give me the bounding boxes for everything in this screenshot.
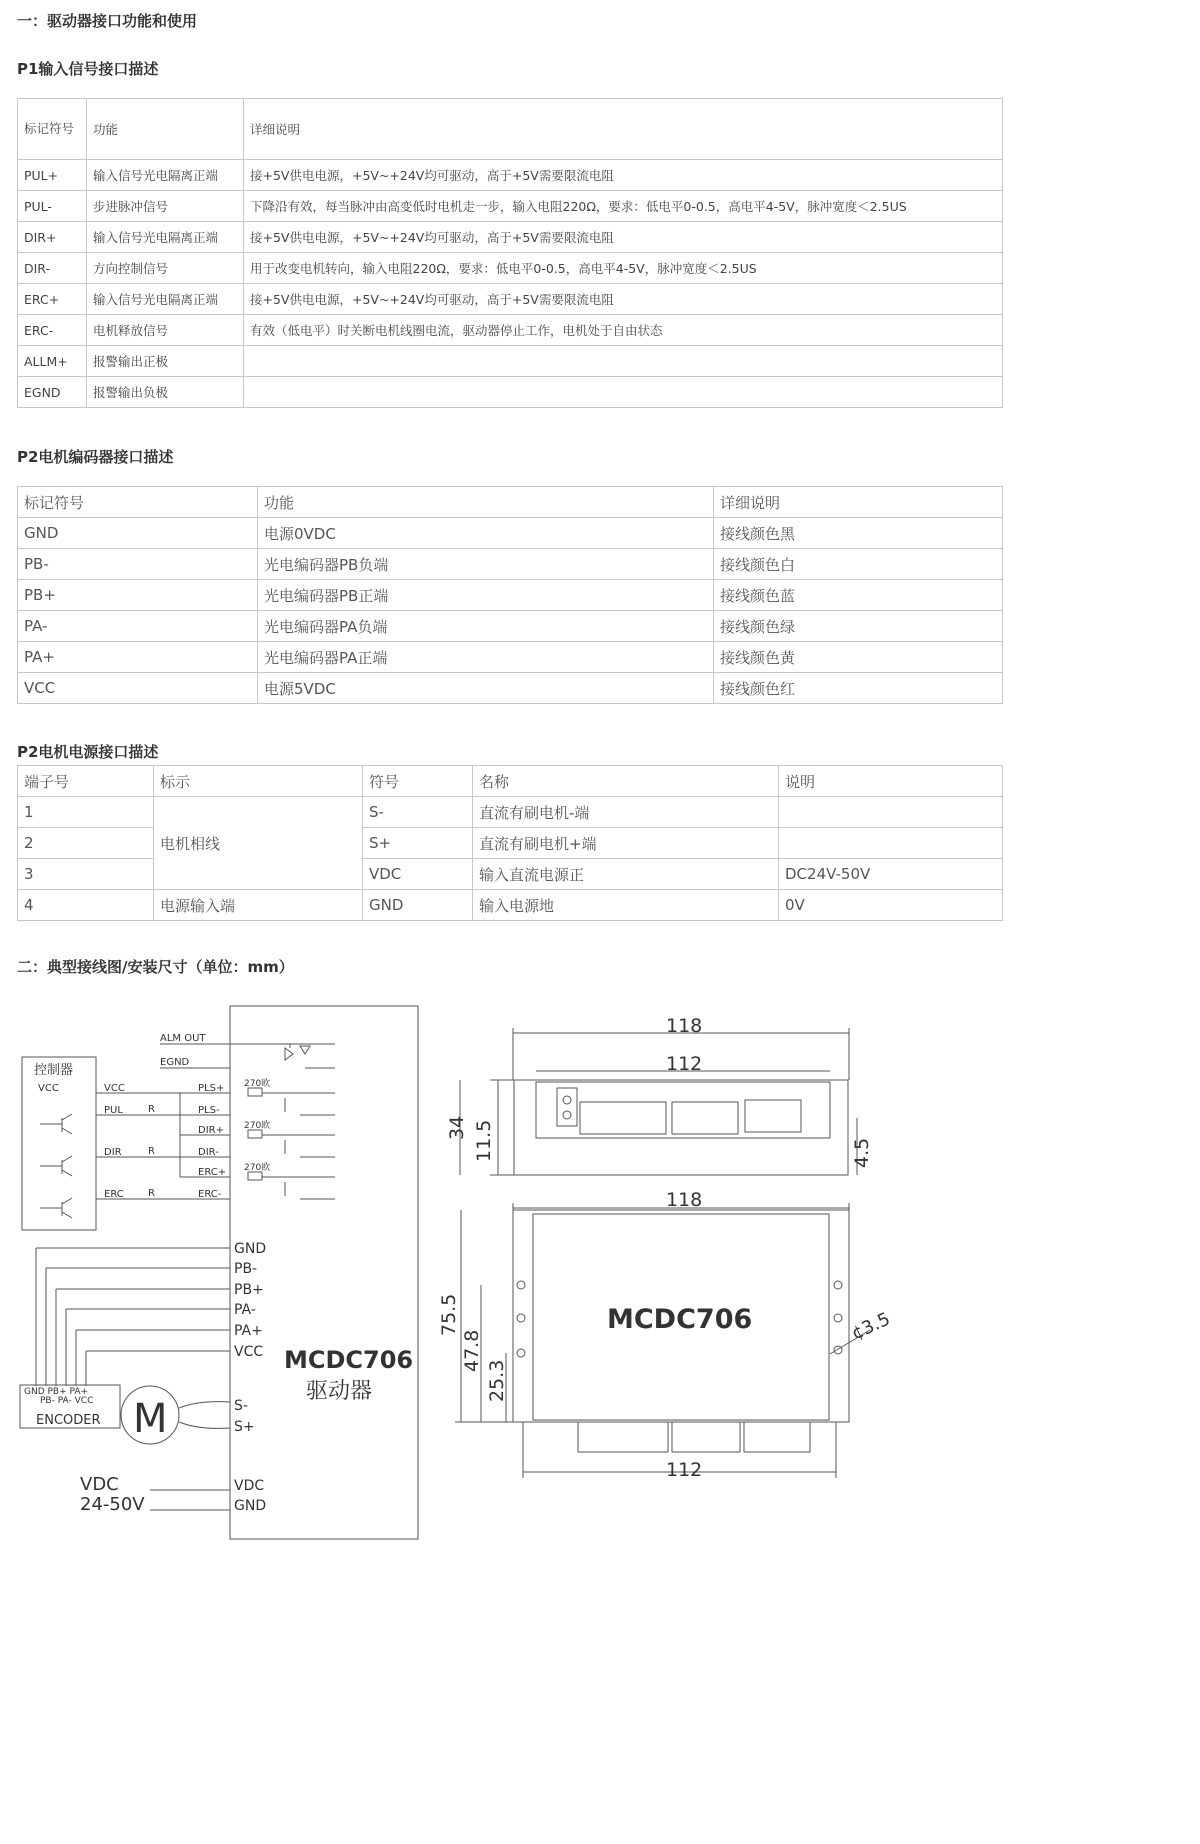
table-cell: DIR+ — [18, 222, 87, 253]
table-cell: PB- — [18, 549, 258, 580]
table-cell: GND — [18, 518, 258, 549]
table-row — [18, 518, 1003, 549]
table-cell — [244, 346, 1003, 377]
table-cell: PA+ — [18, 642, 258, 673]
table-cell: 4 — [18, 890, 154, 921]
header-cell: 详细说明 — [714, 487, 1003, 518]
table-cell: 光电编码器PA负端 — [258, 611, 714, 642]
erc-minus-label: ERC- — [198, 1189, 222, 1200]
section1-title: 一：驱动器接口功能和使用 — [17, 12, 198, 30]
table-cell: 接+5V供电电源，+5V~+24V均可驱动，高于+5V需要限流电阻 — [244, 284, 1003, 315]
resistor-value: 270欧 — [244, 1163, 271, 1173]
p2-power-title: P2电机电源接口描述 — [17, 743, 159, 761]
table-cell: PA- — [18, 611, 258, 642]
resistor-value: 270欧 — [244, 1121, 271, 1131]
dim-47-8: 47.8 — [461, 1329, 483, 1372]
table-cell: 光电编码器PB负端 — [258, 549, 714, 580]
table-row — [18, 890, 1003, 921]
pin-s-plus: S+ — [234, 1419, 255, 1435]
table-cell: 电源0VDC — [258, 518, 714, 549]
table-cell: S- — [363, 797, 473, 828]
table-row — [18, 315, 1003, 346]
p1-table — [17, 98, 1003, 408]
table-header-row — [18, 487, 1003, 518]
pin-vcc: VCC — [234, 1344, 264, 1360]
table-cell — [779, 797, 1003, 828]
p1-title: P1输入信号接口描述 — [17, 60, 159, 78]
table-cell: VDC — [363, 859, 473, 890]
header-cell: 标记符号 — [18, 99, 87, 160]
table-cell: ALLM+ — [18, 346, 87, 377]
dim-11-5: 11.5 — [473, 1119, 495, 1162]
table-cell: 2 — [18, 828, 154, 859]
dim-118-top: 118 — [666, 1015, 703, 1037]
vdc-label: VDC — [80, 1474, 119, 1495]
dim-75-5: 75.5 — [438, 1293, 460, 1336]
table-cell: 直流有刷电机-端 — [473, 797, 779, 828]
table-row — [18, 284, 1003, 315]
table-cell: S+ — [363, 828, 473, 859]
vcc-label: VCC — [38, 1083, 59, 1094]
p2-encoder-table — [17, 486, 1003, 704]
table-cell: 有效（低电平）时关断电机线圈电流，驱动器停止工作，电机处于自由状态 — [244, 315, 1003, 346]
wiring-diagram — [0, 995, 430, 1555]
dim-25-3: 25.3 — [486, 1359, 508, 1402]
pin-power-gnd: GND — [234, 1498, 267, 1514]
table-row — [18, 253, 1003, 284]
resistor-label: R — [148, 1146, 155, 1157]
dir-minus-label: DIR- — [198, 1147, 219, 1158]
alm-out-label: ALM OUT — [160, 1033, 206, 1044]
resistor-label: R — [148, 1104, 155, 1115]
table-row — [18, 673, 1003, 704]
table-cell: 接线颜色红 — [714, 673, 1003, 704]
table-header-row — [18, 766, 1003, 797]
table-cell: 接线颜色黄 — [714, 642, 1003, 673]
pin-gnd: GND — [234, 1241, 267, 1257]
pls-plus-label: PLS+ — [198, 1083, 225, 1094]
table-cell: 接线颜色黑 — [714, 518, 1003, 549]
dim-hole: ¢3.5 — [848, 1308, 894, 1345]
table-cell: 输入电源地 — [473, 890, 779, 921]
table-cell: 1 — [18, 797, 154, 828]
table-cell: ERC+ — [18, 284, 87, 315]
erc-label: ERC — [104, 1189, 124, 1200]
header-cell: 功能 — [258, 487, 714, 518]
controller-label: 控制器 — [34, 1063, 74, 1078]
table-cell: 电机相线 — [154, 797, 363, 890]
table-cell: 光电编码器PA正端 — [258, 642, 714, 673]
table-cell: EGND — [18, 377, 87, 408]
vcc2-label: VCC — [104, 1083, 125, 1094]
header-cell: 详细说明 — [244, 99, 1003, 160]
dim-4-5: 4.5 — [851, 1137, 873, 1168]
resistor-value: 270欧 — [244, 1079, 271, 1089]
table-cell: 报警输出正极 — [87, 346, 244, 377]
table-cell: PUL+ — [18, 160, 87, 191]
pul-label: PUL — [104, 1105, 123, 1116]
vdc-range-label: 24-50V — [80, 1494, 145, 1515]
motor-symbol: M — [133, 1396, 168, 1442]
header-cell: 功能 — [87, 99, 244, 160]
header-cell: 名称 — [473, 766, 779, 797]
table-cell: 接+5V供电电源，+5V~+24V均可驱动，高于+5V需要限流电阻 — [244, 222, 1003, 253]
table-cell: DC24V-50V — [779, 859, 1003, 890]
table-cell: 接+5V供电电源，+5V~+24V均可驱动，高于+5V需要限流电阻 — [244, 160, 1003, 191]
table-row — [18, 549, 1003, 580]
table-cell: 直流有刷电机+端 — [473, 828, 779, 859]
table-cell: 用于改变电机转向，输入电阻220Ω，要求：低电平0-0.5，高电平4-5V，脉冲宽度＜2.5US — [244, 253, 1003, 284]
table-cell: 电机释放信号 — [87, 315, 244, 346]
table-cell: 3 — [18, 859, 154, 890]
table-cell: 输入信号光电隔离正端 — [87, 284, 244, 315]
table-header-row — [18, 99, 1003, 160]
table-cell: 报警输出负极 — [87, 377, 244, 408]
table-cell: 接线颜色绿 — [714, 611, 1003, 642]
dir-label: DIR — [104, 1147, 122, 1158]
header-cell: 标示 — [154, 766, 363, 797]
table-cell: 电源5VDC — [258, 673, 714, 704]
table-cell: 输入信号光电隔离正端 — [87, 160, 244, 191]
pin-pb-plus: PB+ — [234, 1282, 264, 1298]
table-row — [18, 222, 1003, 253]
p2-power-table — [17, 765, 1003, 921]
table-cell: PB+ — [18, 580, 258, 611]
header-cell: 端子号 — [18, 766, 154, 797]
table-row — [18, 580, 1003, 611]
dim-118-front: 118 — [666, 1189, 703, 1211]
table-cell — [779, 828, 1003, 859]
erc-plus-label: ERC+ — [198, 1167, 227, 1178]
dimension-drawing — [430, 995, 1024, 1555]
table-row — [18, 611, 1003, 642]
table-row — [18, 346, 1003, 377]
table-cell: 方向控制信号 — [87, 253, 244, 284]
table-row — [18, 160, 1003, 191]
table-cell: 接线颜色白 — [714, 549, 1003, 580]
table-cell: 接线颜色蓝 — [714, 580, 1003, 611]
header-cell: 标记符号 — [18, 487, 258, 518]
encoder-pins-bottom: PB- PA- VCC — [40, 1396, 94, 1406]
driver-label: 驱动器 — [306, 1379, 373, 1404]
table-cell: VCC — [18, 673, 258, 704]
table-cell: 电源输入端 — [154, 890, 363, 921]
dim-34: 34 — [446, 1115, 468, 1140]
table-cell: 0V — [779, 890, 1003, 921]
pin-pa-plus: PA+ — [234, 1323, 263, 1339]
table-row — [18, 377, 1003, 408]
table-cell: DIR- — [18, 253, 87, 284]
encoder-label: ENCODER — [36, 1413, 101, 1428]
section2-title: 二：典型接线图/安装尺寸（单位：mm） — [17, 958, 294, 976]
encoder-pins-top: GND PB+ PA+ — [24, 1387, 89, 1397]
table-cell: PUL- — [18, 191, 87, 222]
driver-model: MCDC706 — [284, 1346, 414, 1374]
table-cell: 输入信号光电隔离正端 — [87, 222, 244, 253]
front-model-label: MCDC706 — [607, 1304, 753, 1335]
p2-encoder-title: P2电机编码器接口描述 — [17, 448, 174, 466]
table-cell: 步进脉冲信号 — [87, 191, 244, 222]
pls-minus-label: PLS- — [198, 1105, 220, 1116]
pin-vdc: VDC — [234, 1478, 265, 1494]
dir-plus-label: DIR+ — [198, 1125, 224, 1136]
pin-pa-minus: PA- — [234, 1302, 256, 1318]
table-cell: 光电编码器PB正端 — [258, 580, 714, 611]
table-row — [18, 797, 1003, 828]
table-row — [18, 191, 1003, 222]
dim-112-top: 112 — [666, 1053, 703, 1075]
table-row — [18, 642, 1003, 673]
egnd-label: EGND — [160, 1057, 190, 1068]
pin-pb-minus: PB- — [234, 1261, 258, 1277]
header-cell: 说明 — [779, 766, 1003, 797]
table-cell: 下降沿有效，每当脉冲由高变低时电机走一步，输入电阻220Ω，要求：低电平0-0.5，高电平4-5V，脉冲宽度＜2.5US — [244, 191, 1003, 222]
header-cell: 符号 — [363, 766, 473, 797]
resistor-label: R — [148, 1188, 155, 1199]
table-cell — [244, 377, 1003, 408]
dim-112-bottom: 112 — [666, 1459, 703, 1481]
table-cell: GND — [363, 890, 473, 921]
table-cell: 输入直流电源正 — [473, 859, 779, 890]
pin-s-minus: S- — [234, 1398, 248, 1414]
table-cell: ERC- — [18, 315, 87, 346]
